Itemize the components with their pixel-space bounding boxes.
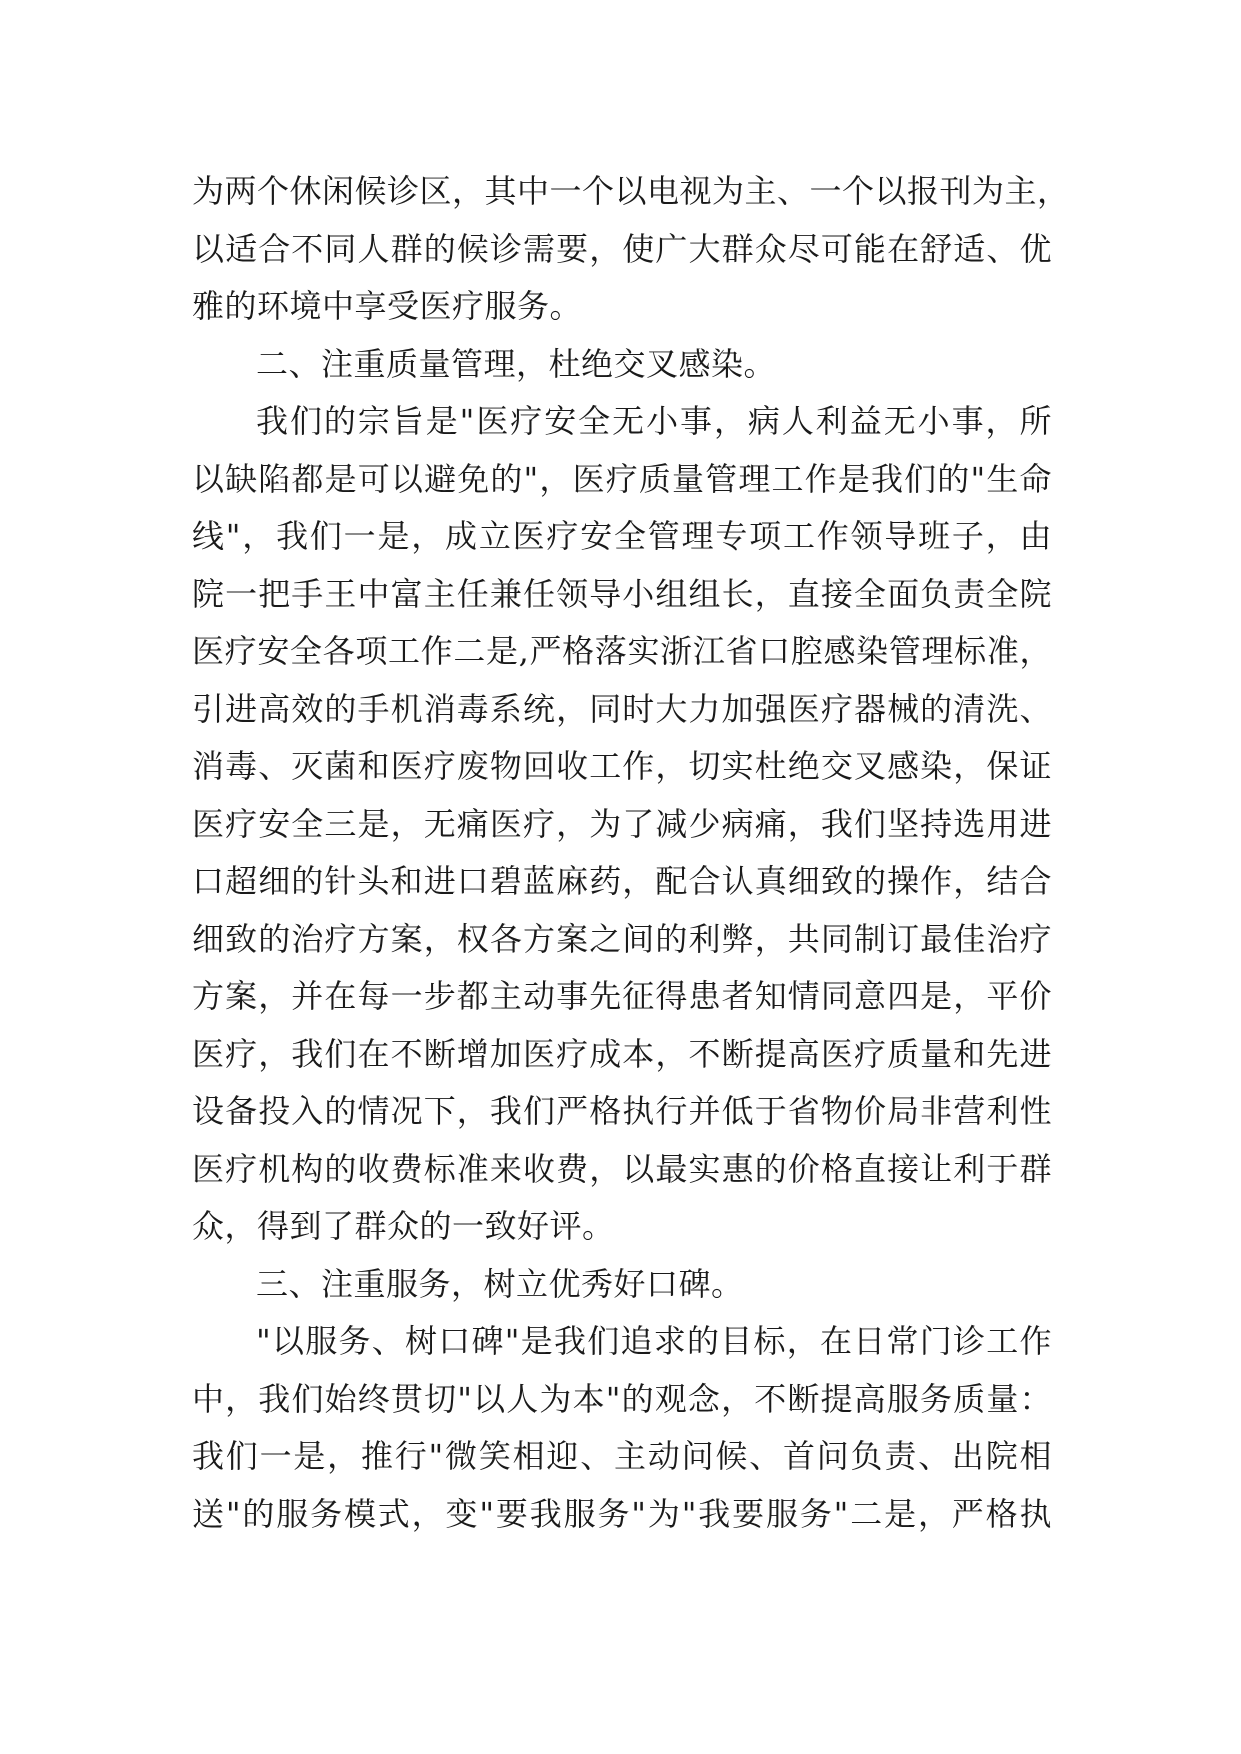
text-line: 医疗，我们在不断增加医疗成本，不断提高医疗质量和先进 [192,1034,1052,1073]
text-line: 医疗机构的收费标准来收费，以最实惠的价格直接让利于群 [192,1149,1052,1188]
paragraph-first-line: 二、注重质量管理，杜绝交叉感染。 [256,344,777,383]
text-line: 为两个休闲候诊区，其中一个以电视为主、一个以报刊为主， [192,172,1070,210]
text-line: 方案，并在每一步都主动事先征得患者知情同意四是，平价 [192,977,1052,1015]
text-line: 口超细的针头和进口碧蓝麻药，配合认真细致的操作，结合 [192,862,1052,900]
text-line: 以缺陷都是可以避免的"，医疗质量管理工作是我们的"生命 [192,459,1052,498]
text-line: 医疗安全三是，无痛医疗，为了减少病痛，我们坚持选用进 [192,804,1052,843]
text-line: 设备投入的情况下，我们严格执行并低于省物价局非营利性 [192,1092,1052,1130]
text-line: 引进高效的手机消毒系统，同时大力加强医疗器械的清洗、 [192,689,1052,728]
text-line: 众，得到了群众的一致好评。 [192,1207,615,1245]
paragraph-first-line: 我们的宗旨是"医疗安全无小事，病人利益无小事，所 [256,402,1052,440]
text-line: 送"的服务模式，变"要我服务"为"我要服务"二是，严格执 [192,1494,1052,1533]
text-line: 我们一是，推行"微笑相迎、主动问候、首问负责、出院相 [192,1437,1052,1475]
paragraph-first-line: 三、注重服务，树立优秀好口碑。 [256,1264,744,1303]
text-line: 医疗安全各项工作二是,严格落实浙江省口腔感染管理标准， [192,632,1052,670]
text-line: 中，我们始终贯切"以人为本"的观念，不断提高服务质量： [192,1379,1052,1418]
paragraph-first-line: "以服务、树口碑"是我们追求的目标，在日常门诊工作 [256,1322,1052,1360]
body-text [192,163,1070,1543]
text-line: 细致的治疗方案，权各方案之间的利弊，共同制订最佳治疗 [192,919,1052,958]
text-line: 雅的环境中享受医疗服务。 [192,287,583,325]
text-line: 以适合不同人群的候诊需要，使广大群众尽可能在舒适、优 [192,229,1052,268]
text-line: 院一把手王中富主任兼任领导小组组长，直接全面负责全院 [192,574,1052,613]
text-line: 线"，我们一是，成立医疗安全管理专项工作领导班子，由 [192,517,1052,555]
text-line: 消毒、灭菌和医疗废物回收工作，切实杜绝交叉感染，保证 [192,747,1052,785]
